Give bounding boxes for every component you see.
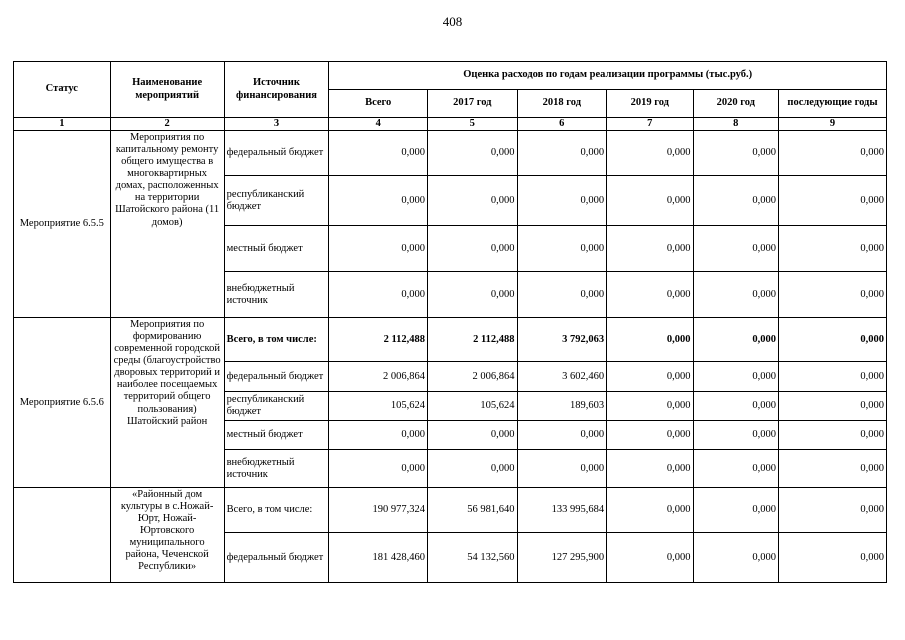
value-cell: 0,000 [778,488,886,533]
value-cell: 0,000 [778,392,886,421]
value-cell: 0,000 [693,533,778,583]
value-cell: 0,000 [693,421,778,450]
funding-source-cell: внебюджетный источник [224,272,329,318]
value-cell: 0,000 [329,272,428,318]
header-year: 2017 год [428,90,518,118]
header-year: 2020 год [693,90,778,118]
value-cell: 0,000 [778,176,886,226]
status-cell [14,488,111,583]
value-cell: 127 295,900 [517,533,607,583]
value-cell: 3 792,063 [517,318,607,362]
activity-name-cell: «Районный дом культуры в с.Ножай-Юрт, Ножай-Юртовского муниципального района, Чеченской Республики» [110,488,224,583]
value-cell: 0,000 [693,272,778,318]
value-cell: 105,624 [428,392,518,421]
value-cell: 0,000 [778,421,886,450]
value-cell: 0,000 [693,392,778,421]
value-cell: 0,000 [517,226,607,272]
value-cell: 0,000 [517,176,607,226]
status-cell: Мероприятие 6.5.6 [14,318,111,488]
funding-source-cell: Всего, в том числе: [224,318,329,362]
header-year: 2018 год [517,90,607,118]
value-cell: 0,000 [778,318,886,362]
value-cell: 0,000 [778,533,886,583]
value-cell: 0,000 [607,226,693,272]
value-cell: 0,000 [607,488,693,533]
column-number-row [14,118,887,131]
funding-source-cell: республиканский бюджет [224,392,329,421]
value-cell: 2 112,488 [428,318,518,362]
value-cell: 0,000 [607,131,693,176]
header-year: Всего [329,90,428,118]
funding-source-cell: местный бюджет [224,421,329,450]
value-cell: 0,000 [607,421,693,450]
value-cell: 0,000 [778,362,886,392]
value-cell: 0,000 [607,450,693,488]
header-source: Источник финансирования [224,62,329,118]
value-cell: 0,000 [607,318,693,362]
value-cell: 189,603 [517,392,607,421]
value-cell: 0,000 [428,450,518,488]
value-cell: 2 006,864 [428,362,518,392]
value-cell: 133 995,684 [517,488,607,533]
funding-source-cell: федеральный бюджет [224,131,329,176]
value-cell: 0,000 [693,226,778,272]
column-number: 7 [607,118,693,131]
page-number: 408 [442,14,463,29]
value-cell: 0,000 [607,533,693,583]
funding-source-cell: внебюджетный источник [224,450,329,488]
column-number: 2 [110,118,224,131]
value-cell: 0,000 [693,362,778,392]
status-cell: Мероприятие 6.5.5 [14,131,111,318]
value-cell: 0,000 [607,362,693,392]
value-cell: 0,000 [329,131,428,176]
column-number: 6 [517,118,607,131]
value-cell: 0,000 [517,421,607,450]
activity-name-cell: Мероприятия по капитальному ремонту общего имущества в многоквартирных домах, расположенных на территории Шатойского района (11 домов) [110,131,224,318]
header-name: Наименование мероприятий [110,62,224,118]
column-number: 8 [693,118,778,131]
value-cell: 0,000 [693,488,778,533]
header-estimate: Оценка расходов по годам реализации программы (тыс.руб.) [329,62,887,90]
value-cell: 0,000 [607,272,693,318]
value-cell: 56 981,640 [428,488,518,533]
table-row [14,131,887,176]
value-cell: 0,000 [329,176,428,226]
activity-name-cell: Мероприятия по формированию современной городской среды (благоустройство дворовых территорий и наиболее посещаемых территорий общего пользования) Шатойский район [110,318,224,488]
value-cell: 0,000 [693,176,778,226]
value-cell: 2 112,488 [329,318,428,362]
value-cell: 0,000 [428,421,518,450]
funding-source-cell: Всего, в том числе: [224,488,329,533]
column-number: 9 [778,118,886,131]
value-cell: 0,000 [329,450,428,488]
column-number: 5 [428,118,518,131]
value-cell: 105,624 [329,392,428,421]
column-number: 1 [14,118,111,131]
value-cell: 0,000 [428,131,518,176]
header-status: Статус [14,62,111,118]
value-cell: 0,000 [428,176,518,226]
table-row [14,318,887,362]
value-cell: 2 006,864 [329,362,428,392]
value-cell: 54 132,560 [428,533,518,583]
column-number: 3 [224,118,329,131]
table-body [14,131,887,583]
value-cell: 0,000 [778,450,886,488]
value-cell: 0,000 [428,272,518,318]
column-number: 4 [329,118,428,131]
funding-source-cell: федеральный бюджет [224,533,329,583]
value-cell: 0,000 [329,421,428,450]
header-year: 2019 год [607,90,693,118]
value-cell: 0,000 [517,272,607,318]
budget-table-wrapper [13,61,887,585]
funding-source-cell: местный бюджет [224,226,329,272]
budget-table [13,61,887,583]
header-year: последующие годы [778,90,886,118]
value-cell: 3 602,460 [517,362,607,392]
value-cell: 0,000 [693,131,778,176]
value-cell: 0,000 [778,272,886,318]
table-row [14,488,887,533]
value-cell: 0,000 [778,131,886,176]
funding-source-cell: республиканский бюджет [224,176,329,226]
value-cell: 181 428,460 [329,533,428,583]
value-cell: 0,000 [693,450,778,488]
value-cell: 0,000 [517,450,607,488]
value-cell: 0,000 [693,318,778,362]
value-cell: 0,000 [607,392,693,421]
value-cell: 0,000 [778,226,886,272]
value-cell: 0,000 [517,131,607,176]
value-cell: 190 977,324 [329,488,428,533]
value-cell: 0,000 [428,226,518,272]
value-cell: 0,000 [607,176,693,226]
funding-source-cell: федеральный бюджет [224,362,329,392]
value-cell: 0,000 [329,226,428,272]
